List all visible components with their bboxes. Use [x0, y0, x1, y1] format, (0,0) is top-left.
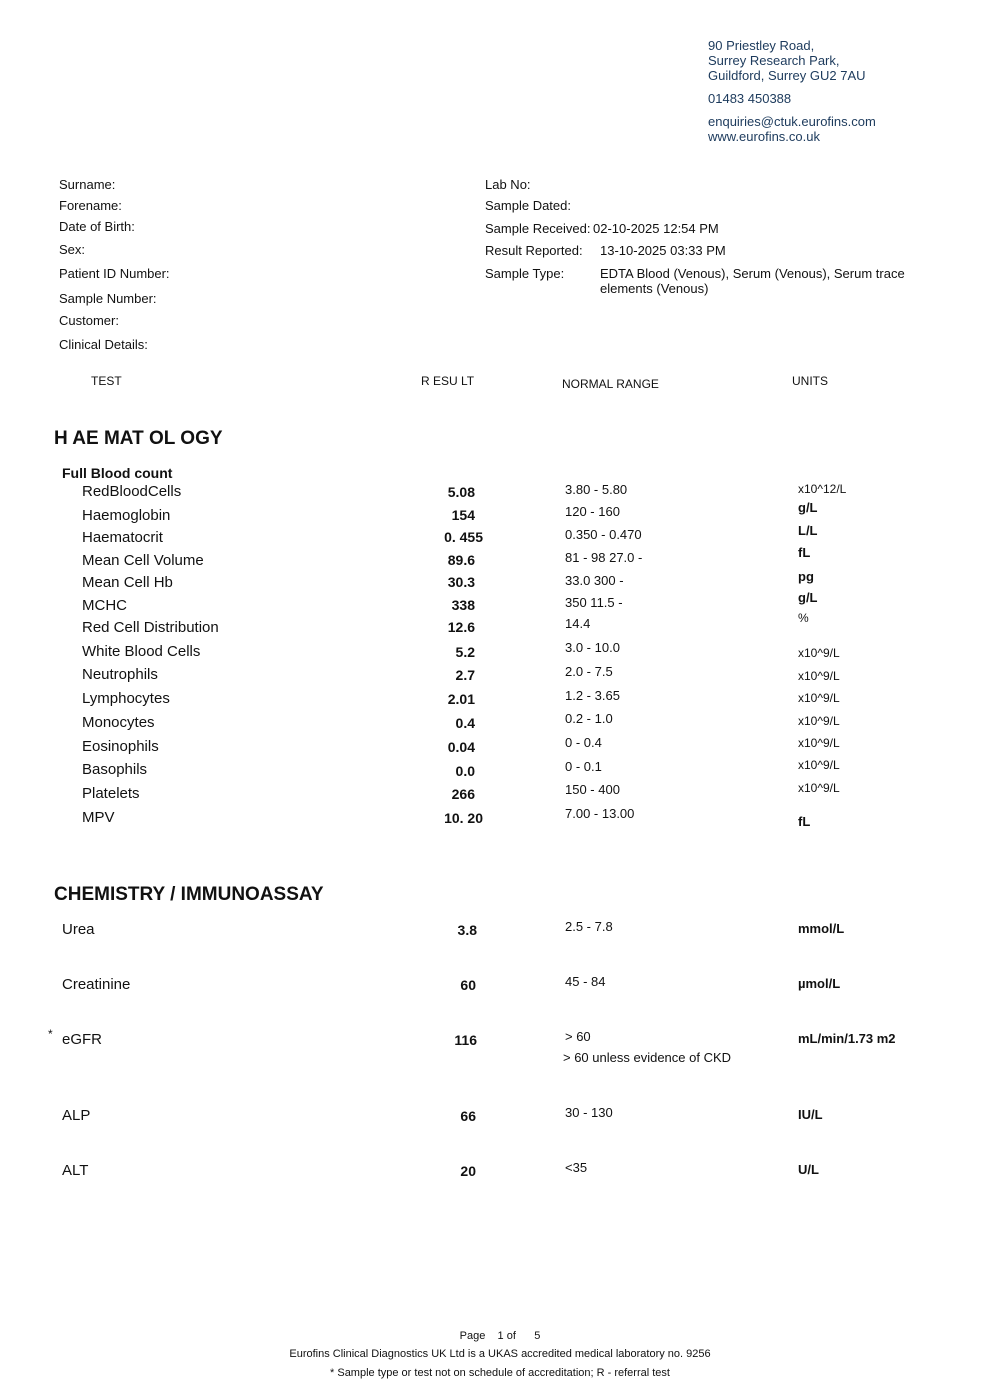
test-result: 0. 455 [444, 529, 483, 545]
lab-phone: 01483 450388 [708, 91, 792, 106]
test-name: ALT [62, 1162, 89, 1179]
test-range: 7.00 - 13.00 [565, 806, 635, 821]
test-name: Haematocrit [82, 529, 163, 546]
test-name: Mean Cell Hb [82, 574, 173, 591]
test-name: Red Cell Distribution [82, 619, 219, 636]
test-name: Neutrophils [82, 666, 158, 683]
lab-no-label: Lab No: [485, 177, 531, 192]
test-result: 10. 20 [444, 810, 483, 826]
test-result: 116 [454, 1032, 477, 1048]
test-result: 2.01 [447, 691, 475, 707]
surname-label: Surname: [59, 177, 116, 192]
test-unit: pg [798, 569, 814, 584]
test-result: 2.7 [455, 667, 475, 683]
result-reported-value: 13-10-2025 03:33 PM [600, 243, 726, 258]
test-name: Monocytes [82, 714, 155, 731]
test-unit: IU/L [798, 1107, 823, 1122]
test-name: Mean Cell Volume [82, 552, 204, 569]
column-header-units: UNITS [792, 374, 828, 388]
test-name: Creatinine [62, 976, 131, 993]
test-name: MCHC [82, 597, 127, 614]
haematology-heading: H AE MAT OL OGY [54, 428, 223, 449]
test-unit: g/L [798, 590, 818, 605]
forename-label: Forename: [59, 198, 122, 213]
test-range: 14.4 [565, 616, 591, 631]
test-range: 0.2 - 1.0 [565, 711, 613, 726]
sample-number-label: Sample Number: [59, 291, 157, 306]
address-line-3: Guildford, Surrey GU2 7AU [708, 68, 866, 83]
test-unit: L/L [798, 523, 818, 538]
test-unit: x10^9/L [798, 714, 840, 728]
test-unit: x10^9/L [798, 758, 840, 772]
test-range: > 60 [565, 1029, 591, 1044]
test-unit: mmol/L [798, 921, 845, 936]
lab-website: www.eurofins.co.uk [708, 129, 820, 144]
test-unit: fL [798, 545, 811, 560]
sample-received-label: Sample Received: [485, 221, 591, 236]
test-unit: x10^9/L [798, 669, 840, 683]
test-name: MPV [82, 809, 115, 826]
test-unit: % [798, 611, 809, 625]
test-range-note: > 60 unless evidence of CKD [563, 1050, 732, 1065]
test-range: 33.0 300 - [565, 573, 624, 588]
sex-label: Sex: [59, 242, 86, 257]
test-result: 266 [451, 786, 475, 802]
test-result: 0.4 [455, 715, 475, 731]
test-unit: x10^9/L [798, 736, 840, 750]
test-result: 89.6 [447, 552, 475, 568]
test-result: 338 [451, 597, 475, 613]
test-result: 3.8 [457, 922, 477, 938]
dob-label: Date of Birth: [59, 219, 135, 234]
test-unit: fL [798, 814, 811, 829]
test-name: Platelets [82, 785, 140, 802]
test-range: 81 - 98 27.0 - [565, 550, 643, 565]
lab-address [708, 38, 876, 144]
test-unit: µmol/L [798, 976, 841, 991]
test-range: 2.5 - 7.8 [565, 919, 613, 934]
lab-email: enquiries@ctuk.eurofins.com [708, 114, 876, 129]
test-name: ALP [62, 1107, 91, 1124]
test-result: 20 [460, 1163, 476, 1179]
test-unit: mL/min/1.73 m2 [798, 1031, 896, 1046]
test-range: 0 - 0.1 [565, 759, 602, 774]
test-result: 66 [460, 1108, 476, 1124]
test-unit: x10^9/L [798, 691, 840, 705]
test-result: 0.04 [447, 739, 475, 755]
test-name: Basophils [82, 761, 148, 778]
address-line-1: 90 Priestley Road, [708, 38, 815, 53]
test-unit: x10^9/L [798, 646, 840, 660]
column-header-test: TEST [91, 374, 122, 388]
address-line-2: Surrey Research Park, [708, 53, 840, 68]
sample-type-value-line-1: EDTA Blood (Venous), Serum (Venous), Serum trace [600, 266, 905, 281]
footnote: * Sample type or test not on schedule of accreditation; R - referral test [330, 1367, 670, 1379]
test-unit: x10^12/L [798, 482, 847, 496]
test-range: 2.0 - 7.5 [565, 664, 613, 679]
test-unit: g/L [798, 500, 818, 515]
test-range: 0.350 - 0.470 [565, 527, 642, 542]
customer-label: Customer: [59, 313, 119, 328]
test-result: 5.2 [455, 644, 475, 660]
test-result: 30.3 [447, 574, 475, 590]
test-range: 350 11.5 - [565, 595, 623, 610]
test-name: Eosinophils [82, 738, 159, 755]
sample-dated-label: Sample Dated: [485, 198, 571, 213]
test-range: 3.80 - 5.80 [565, 482, 628, 497]
test-result: 60 [460, 977, 476, 993]
page-number: Page 1 of 5 [459, 1330, 541, 1342]
test-name: White Blood Cells [82, 643, 201, 660]
test-result: 0.0 [455, 763, 475, 779]
test-unit: U/L [798, 1162, 819, 1177]
test-range: 30 - 130 [565, 1105, 613, 1120]
test-range: <35 [565, 1160, 588, 1175]
test-range: 45 - 84 [565, 974, 606, 989]
test-range: 120 - 160 [565, 504, 620, 519]
full-blood-count-heading: Full Blood count [62, 465, 173, 481]
sample-received-value: 02-10-2025 12:54 PM [593, 221, 719, 236]
clinical-details-label: Clinical Details: [59, 337, 148, 352]
sample-type-value-line-2: elements (Venous) [600, 281, 709, 296]
test-result: 12.6 [447, 619, 475, 635]
test-result: 5.08 [447, 484, 475, 500]
column-header-normal-range: NORMAL RANGE [562, 377, 659, 391]
test-name: Lymphocytes [82, 690, 170, 707]
column-header-result: R ESU LT [421, 374, 475, 388]
sample-type-label: Sample Type: [485, 266, 565, 281]
test-range: 0 - 0.4 [565, 735, 602, 750]
test-result: 154 [451, 507, 475, 523]
test-unit: x10^9/L [798, 781, 840, 795]
test-range: 3.0 - 10.0 [565, 640, 620, 655]
test-range: 1.2 - 3.65 [565, 688, 620, 703]
test-range: 150 - 400 [565, 782, 620, 797]
accreditation-statement: Eurofins Clinical Diagnostics UK Ltd is a UKAS accredited medical laboratory no. 9256 [289, 1348, 711, 1360]
not-accredited-marker: * [48, 1027, 53, 1041]
test-name: Urea [62, 921, 95, 938]
patient-id-label: Patient ID Number: [59, 266, 170, 281]
result-reported-label: Result Reported: [485, 243, 583, 258]
test-name: RedBloodCells [82, 483, 182, 500]
chemistry-heading: CHEMISTRY / IMMUNOASSAY [54, 884, 324, 905]
test-name: Haemoglobin [82, 507, 171, 524]
test-name: eGFR [62, 1031, 103, 1048]
